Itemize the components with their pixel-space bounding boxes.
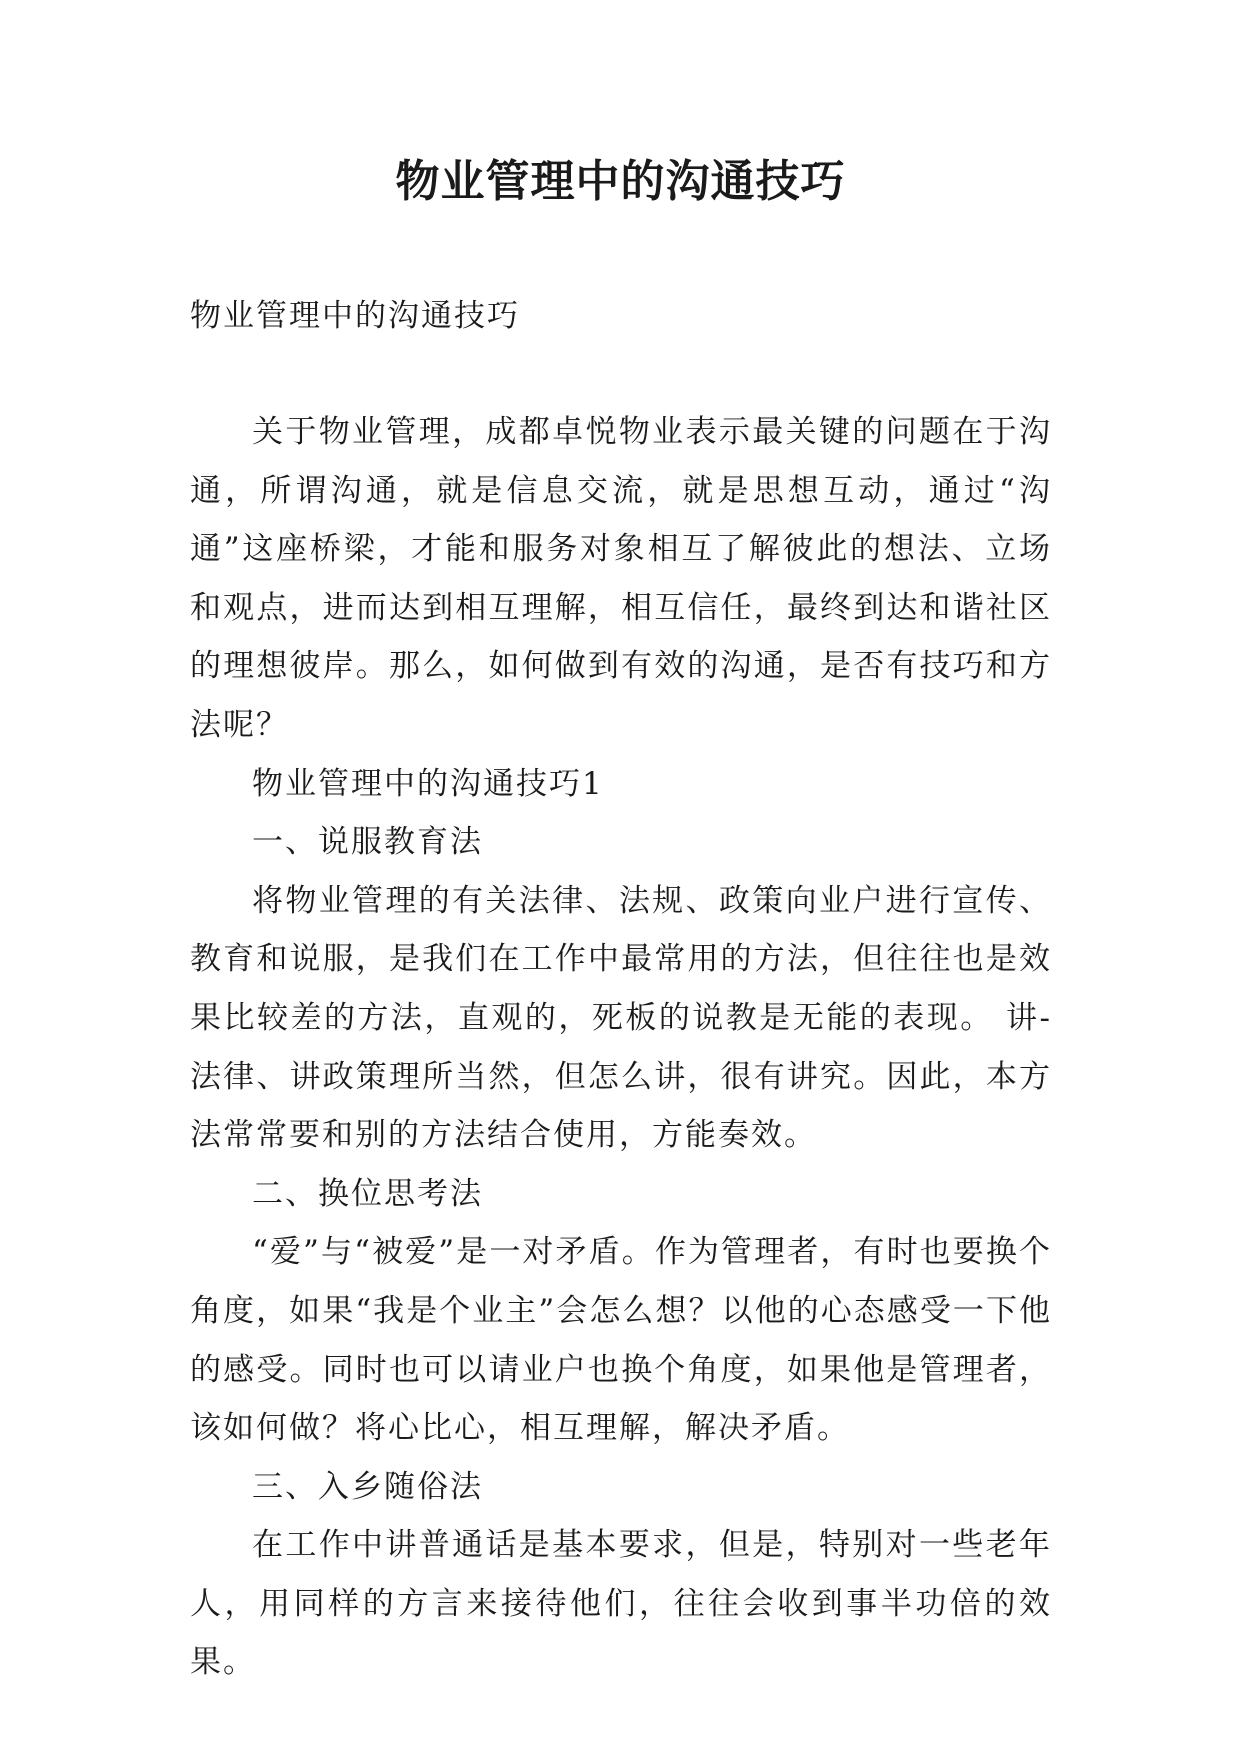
section-heading-local-customs: 三、入乡随俗法 [252, 1468, 483, 1505]
intro-paragraph: 关于物业管理，成都卓悦物业表示最关键的问题在于沟通，所谓沟通，就是信息交流，就是思想互动，通过“沟通”这座桥梁，才能和服务对象相互了解彼此的想法、立场和观点，进而达到相互理解，相互信任，最终到达和谐社区的理想彼岸。那么，如何做到有效的沟通，是否有技巧和方法呢？ [190, 414, 1052, 743]
section-heading-empathy: 二、换位思考法 [252, 1175, 483, 1212]
document-body [190, 403, 1052, 1692]
document-subtitle: 物业管理中的沟通技巧 [190, 298, 520, 334]
local-customs-paragraph: 在工作中讲普通话是基本要求，但是，特别对一些老年人，用同样的方言来接待他们，往往会收到事半功倍的效果。 [190, 1527, 1052, 1681]
persuasion-paragraph: 将物业管理的有关法律、法规、政策向业户进行宣传、教育和说服，是我们在工作中最常用的方法，但往往也是效果比较差的方法，直观的，死板的说教是无能的表现。 讲-法律、讲政策理所当然，但怎么讲，很有讲究。因此，本方法常常要和别的方法结合使用，方能奏效。 [190, 882, 1052, 1154]
document-title: 物业管理中的沟通技巧 [395, 156, 846, 207]
empathy-paragraph: “爱”与“被爱”是一对矛盾。作为管理者，有时也要换个角度，如果“我是个业主”会怎么想？以他的心态感受一下他的感受。同时也可以请业户也换个角度，如果他是管理者，该如何做？将心比心，相互理解，解决矛盾。 [190, 1234, 1052, 1447]
section-heading-persuasion: 一、说服教育法 [252, 824, 483, 861]
section-heading-techniques-1: 物业管理中的沟通技巧1 [252, 765, 604, 802]
